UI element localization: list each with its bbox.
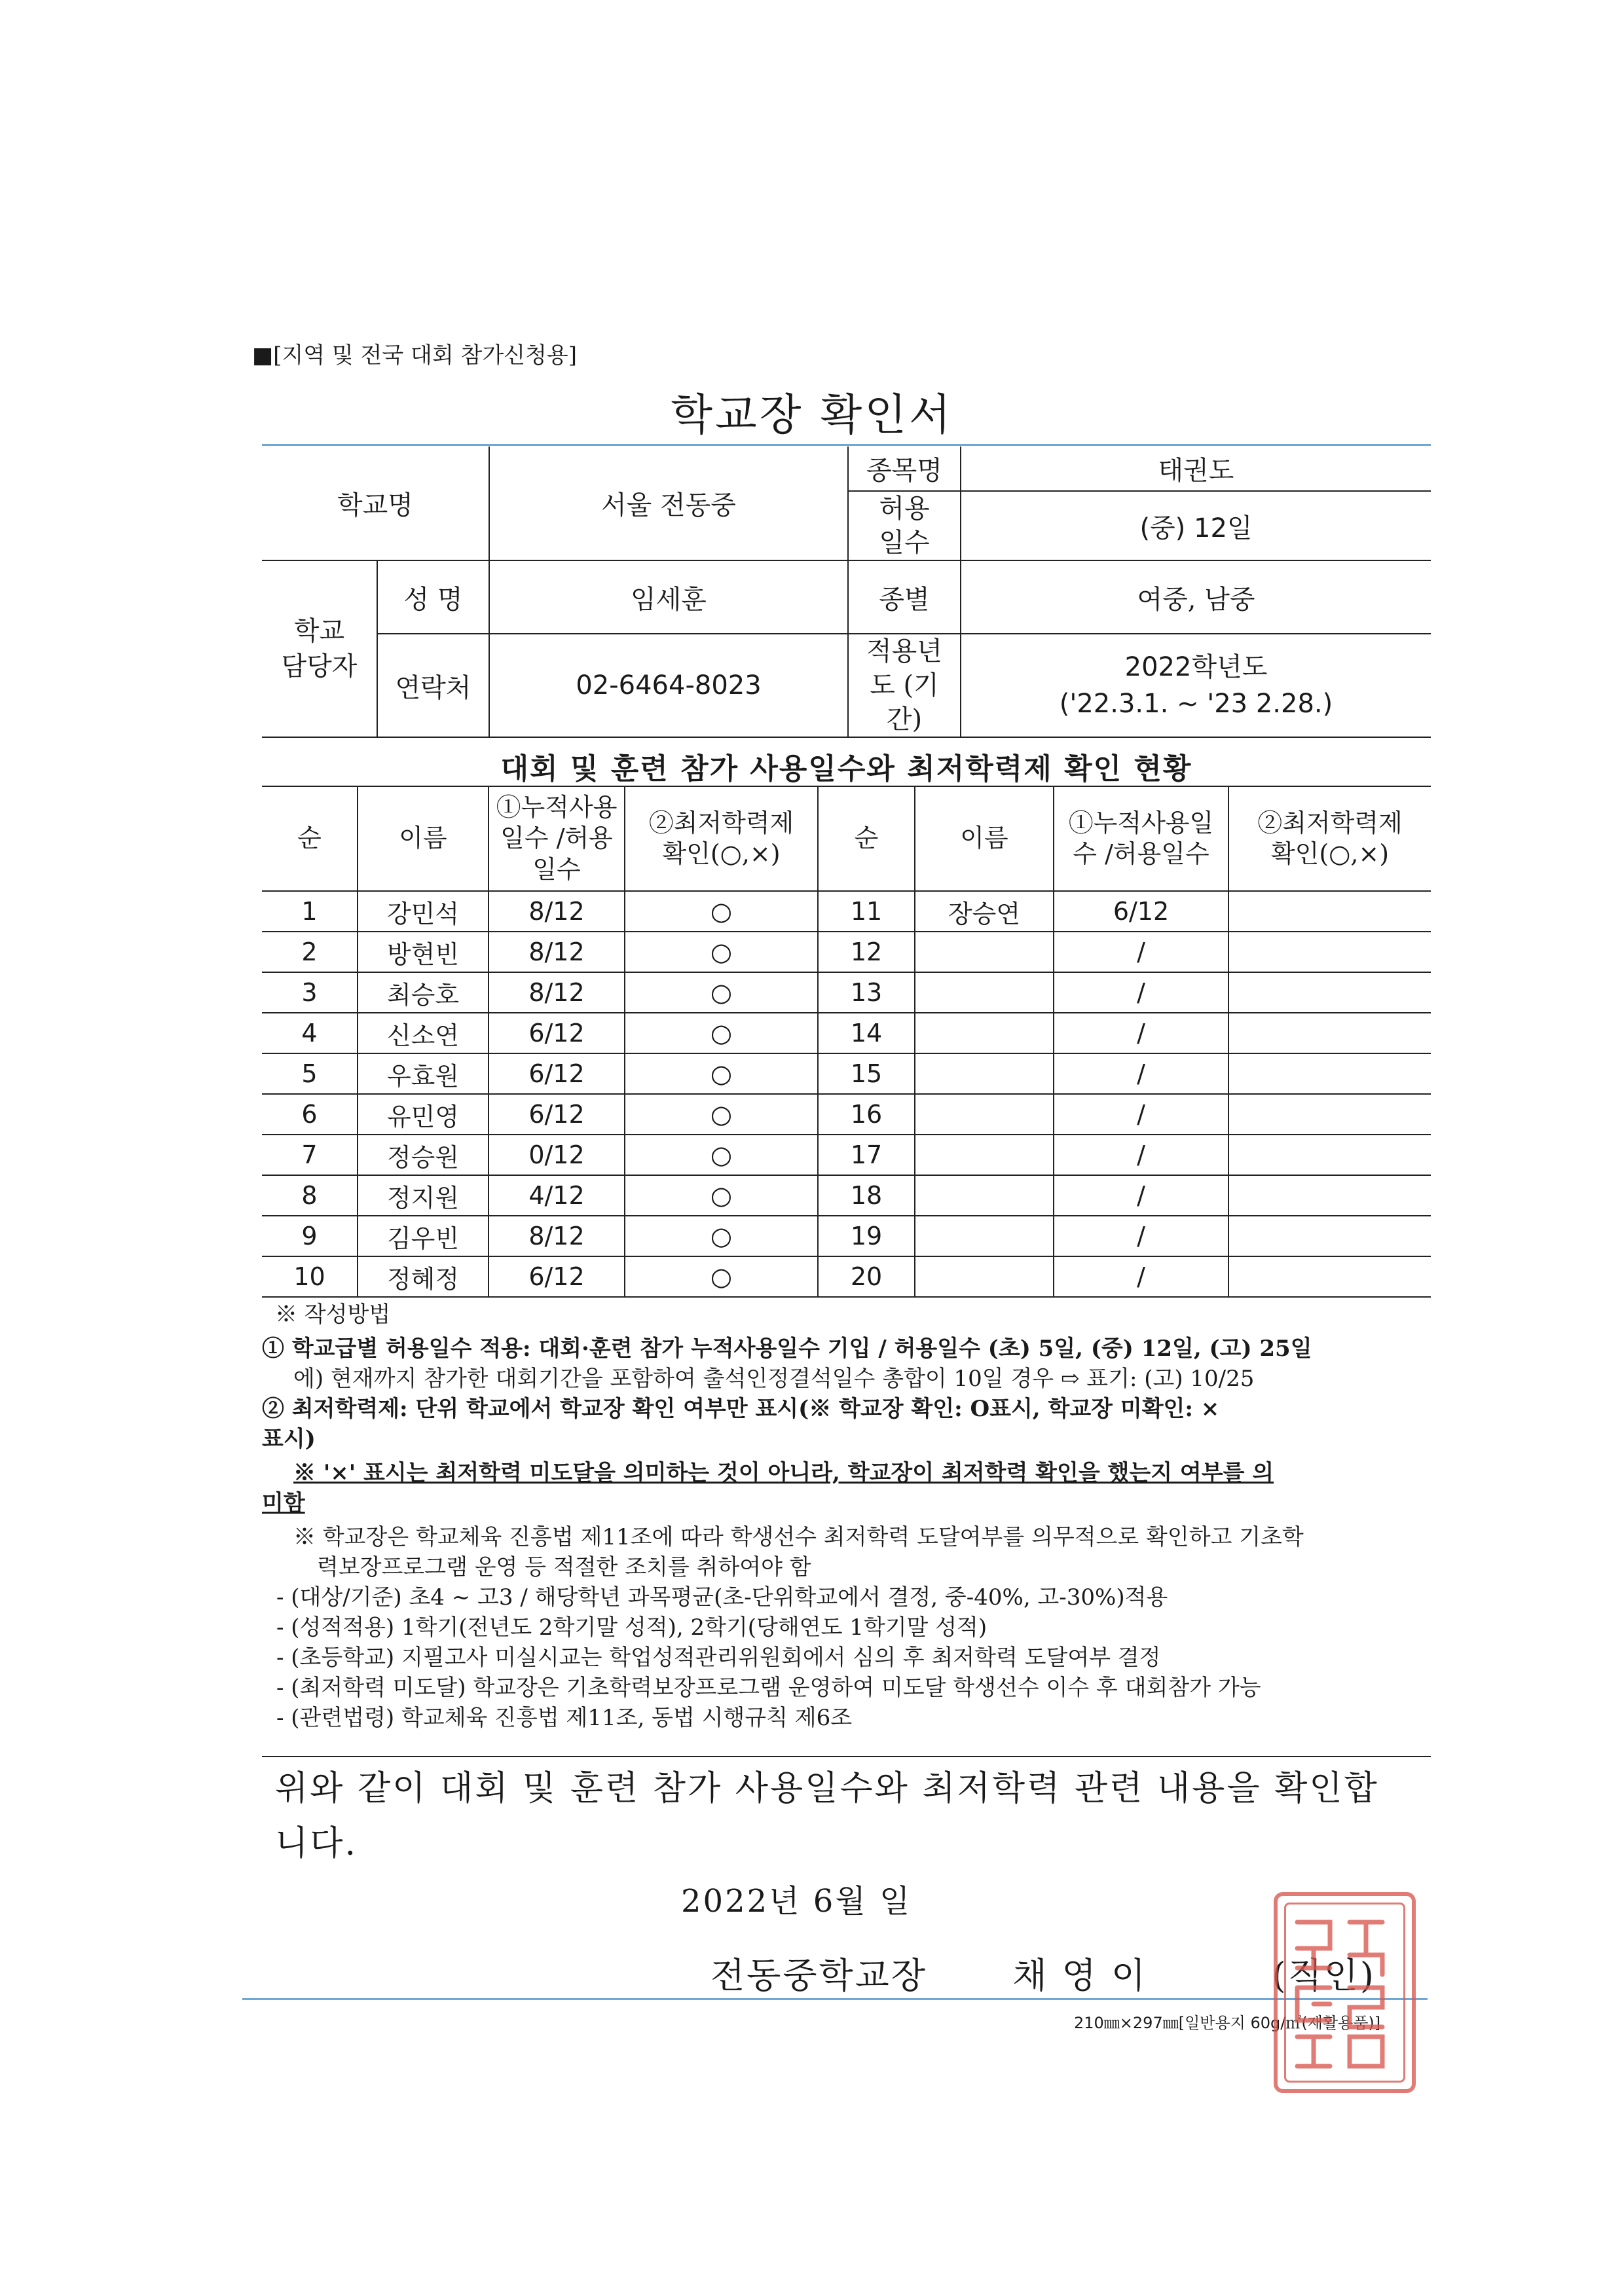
note-1-line-b: 에) 현재까지 참가한 대회기간을 포함하여 출석인정결석일수 총합이 10일 경우 ⇨ 표기: (고) 10/25 <box>293 1366 1255 1392</box>
row-no: 10 <box>262 1256 358 1297</box>
row-name-right <box>915 932 1054 972</box>
seal-label: (직인) <box>1272 1955 1376 1996</box>
note-2-line-a: ② 최저학력제: 단위 학교에서 학교장 확인 여부만 표시(※ 학교장 확인: O표시, 학교장 미확인: × <box>262 1396 1220 1422</box>
row-check: ○ <box>625 1256 818 1297</box>
row-days-right: / <box>1054 1256 1228 1297</box>
header-days-right: ①누적사용일수 /허용일수 <box>1054 786 1228 891</box>
allowed-days-label: 허용일수 <box>848 491 961 560</box>
row-check: ○ <box>625 1013 818 1053</box>
row-days-right: 6/12 <box>1054 891 1228 932</box>
confirmation-statement <box>275 1761 1428 1871</box>
note-4-line-a: ※ 학교장은 학교체육 진흥법 제11조에 따라 학생선수 최저학력 도달여부를 의무적으로 확인하고 기초학 <box>293 1524 1304 1550</box>
row-days-right: / <box>1054 1094 1228 1135</box>
table-row <box>262 1135 1431 1175</box>
row-check-right <box>1228 972 1431 1013</box>
signer-name: 채 영 이 <box>1012 1955 1148 1996</box>
row-days: 8/12 <box>489 891 625 932</box>
row-check-right <box>1228 1256 1431 1297</box>
roster-table <box>262 786 1431 1298</box>
row-name: 정승원 <box>358 1135 489 1175</box>
notes-divider <box>262 1756 1431 1757</box>
table-row <box>262 1013 1431 1053</box>
row-name-right <box>915 1053 1054 1094</box>
notes-heading: ※ 작성방법 <box>275 1302 391 1328</box>
info-table <box>262 446 1431 738</box>
row-check-right <box>1228 891 1431 932</box>
row-days-right: / <box>1054 1175 1228 1216</box>
table-row <box>262 1216 1431 1256</box>
period-value <box>961 634 1431 737</box>
row-check-right <box>1228 1175 1431 1216</box>
row-no: 7 <box>262 1135 358 1175</box>
row-check: ○ <box>625 1053 818 1094</box>
row-name: 우효원 <box>358 1053 489 1094</box>
header-days: ①누적사용일수 /허용일수 <box>489 786 625 891</box>
row-name-right <box>915 1135 1054 1175</box>
row-no: 3 <box>262 972 358 1013</box>
row-name-right <box>915 1216 1054 1256</box>
row-name: 정지원 <box>358 1175 489 1216</box>
row-no-right: 15 <box>818 1053 915 1094</box>
header-name: 이름 <box>358 786 489 891</box>
row-name-right <box>915 972 1054 1013</box>
row-no-right: 12 <box>818 932 915 972</box>
row-check: ○ <box>625 1094 818 1135</box>
detail-not-reached: - (최저학력 미도달) 학교장은 기초학력보장프로그램 운영하여 미도달 학생선수 이수 후 대회참가 가능 <box>276 1675 1261 1701</box>
header-name-right: 이름 <box>915 786 1054 891</box>
row-name: 방현빈 <box>358 932 489 972</box>
row-no: 9 <box>262 1216 358 1256</box>
period-label: 적용년도 (기간) <box>848 634 961 737</box>
row-no: 6 <box>262 1094 358 1135</box>
name-value: 임세훈 <box>489 560 848 634</box>
title-divider <box>262 444 1431 446</box>
row-no: 4 <box>262 1013 358 1053</box>
row-no-right: 19 <box>818 1216 915 1256</box>
school-label: 학교명 <box>262 446 489 560</box>
row-no: 8 <box>262 1175 358 1216</box>
table-row <box>262 891 1431 932</box>
header-check-right: ②최저학력제 확인(○,×) <box>1228 786 1431 891</box>
row-no: 5 <box>262 1053 358 1094</box>
table-row <box>262 932 1431 972</box>
row-days-right: / <box>1054 1216 1228 1256</box>
issue-date: 2022년 6월 일 <box>681 1883 912 1920</box>
row-days-right: / <box>1054 1013 1228 1053</box>
note-3-line-a: ※ '×' 표시는 최저학력 미도달을 의미하는 것이 아니라, 학교장이 최저학력 확인을 했는지 여부를 의 <box>293 1460 1274 1486</box>
row-check: ○ <box>625 932 818 972</box>
row-check-right <box>1228 932 1431 972</box>
note-2-line-b: 표시) <box>262 1426 316 1452</box>
row-check: ○ <box>625 1135 818 1175</box>
header-check: ②최저학력제 확인(○,×) <box>625 786 818 891</box>
note-1-line-a: ① 학교급별 허용일수 적용: 대회·훈련 참가 누적사용일수 기입 / 허용일수 (초) 5일, (중) 12일, (고) 25일 <box>262 1336 1312 1362</box>
row-name-right <box>915 1175 1054 1216</box>
row-name: 김우빈 <box>358 1216 489 1256</box>
table-row <box>262 1053 1431 1094</box>
row-name: 유민영 <box>358 1094 489 1135</box>
row-days: 8/12 <box>489 932 625 972</box>
row-no: 2 <box>262 932 358 972</box>
note-3-line-b: 미함 <box>262 1490 305 1516</box>
row-days: 6/12 <box>489 1053 625 1094</box>
row-name: 정혜정 <box>358 1256 489 1297</box>
row-check-right <box>1228 1135 1431 1175</box>
official-seal <box>1274 1892 1416 2093</box>
detail-grade-period: - (성적적용) 1학기(전년도 2학기말 성적), 2학기(당해연도 1학기말 성적) <box>276 1614 987 1641</box>
row-name-right <box>915 1256 1054 1297</box>
row-days: 4/12 <box>489 1175 625 1216</box>
row-name: 신소연 <box>358 1013 489 1053</box>
row-days-right: / <box>1054 1135 1228 1175</box>
row-days: 6/12 <box>489 1256 625 1297</box>
row-name: 최승호 <box>358 972 489 1013</box>
sport-label: 종목명 <box>848 446 961 491</box>
header-no-right: 순 <box>818 786 915 891</box>
row-days: 6/12 <box>489 1094 625 1135</box>
row-name-right <box>915 1094 1054 1135</box>
allowed-days-value: (중) 12일 <box>961 491 1431 560</box>
row-days: 8/12 <box>489 972 625 1013</box>
row-check: ○ <box>625 1175 818 1216</box>
row-no-right: 18 <box>818 1175 915 1216</box>
confirmation-line-1: 위와 같이 대회 및 훈련 참가 사용일수와 최저학력 관련 내용을 확인합 <box>275 1769 1379 1808</box>
row-no-right: 20 <box>818 1256 915 1297</box>
table-row <box>262 1094 1431 1135</box>
row-check: ○ <box>625 1216 818 1256</box>
section-title: 대회 및 훈련 참가 사용일수와 최저학력제 확인 현황 <box>500 752 1192 786</box>
contact-label: 연락처 <box>377 634 489 737</box>
detail-related-law: - (관련법령) 학교체육 진흥법 제11조, 동법 시행규칙 제6조 <box>276 1705 853 1731</box>
row-days-right: / <box>1054 972 1228 1013</box>
row-no: 1 <box>262 891 358 932</box>
confirmation-line-2: 니다. <box>275 1824 358 1863</box>
bottom-rule <box>242 1998 1428 2000</box>
signer-title: 전동중학교장 <box>710 1955 927 1996</box>
row-check: ○ <box>625 891 818 932</box>
document-title: 학교장 확인서 <box>671 390 953 440</box>
row-check-right <box>1228 1094 1431 1135</box>
row-check: ○ <box>625 972 818 1013</box>
category-label: 종별 <box>848 560 961 634</box>
header-no: 순 <box>262 786 358 891</box>
table-row <box>262 1175 1431 1216</box>
row-days: 6/12 <box>489 1013 625 1053</box>
roster-header-row <box>262 786 1431 891</box>
note-4-line-b: 력보장프로그램 운영 등 적절한 조치를 취하여야 함 <box>317 1554 811 1580</box>
school-value: 서울 전동중 <box>489 446 848 560</box>
row-name-right <box>915 1013 1054 1053</box>
notes-section <box>262 1300 1441 1733</box>
paper-spec-note: 210㎜×297㎜[일반용지 60g/㎡(재활용품)] <box>1074 2014 1381 2032</box>
row-no-right: 14 <box>818 1013 915 1053</box>
row-check-right <box>1228 1216 1431 1256</box>
table-row <box>262 972 1431 1013</box>
category-value: 여중, 남중 <box>961 560 1431 634</box>
seal-glyphs-icon <box>1278 1896 1404 2081</box>
row-name-right: 장승연 <box>915 891 1054 932</box>
detail-target: - (대상/기준) 초4 ~ 고3 / 해당학년 과목평균(초-단위학교에서 결정, 중-40%, 고-30%)적용 <box>276 1584 1168 1611</box>
row-name: 강민석 <box>358 891 489 932</box>
row-days: 0/12 <box>489 1135 625 1175</box>
contact-value: 02-6464-8023 <box>489 634 848 737</box>
period-range: ('22.3.1. ~ '23 2.28.) <box>1059 689 1333 719</box>
row-no-right: 13 <box>818 972 915 1013</box>
row-days: 8/12 <box>489 1216 625 1256</box>
period-year: 2022학년도 <box>1124 652 1268 682</box>
manager-label: 학교 담당자 <box>262 560 377 737</box>
table-row <box>262 1256 1431 1297</box>
detail-elementary: - (초등학교) 지필고사 미실시교는 학업성적관리위원회에서 심의 후 최저학력 도달여부 결정 <box>276 1645 1161 1671</box>
row-no-right: 16 <box>818 1094 915 1135</box>
sport-value: 태권도 <box>961 446 1431 491</box>
form-tag: ■[지역 및 전국 대회 참가신청용] <box>252 342 578 369</box>
name-label: 성 명 <box>377 560 489 634</box>
row-no-right: 17 <box>818 1135 915 1175</box>
row-check-right <box>1228 1013 1431 1053</box>
row-check-right <box>1228 1053 1431 1094</box>
row-days-right: / <box>1054 932 1228 972</box>
row-no-right: 11 <box>818 891 915 932</box>
row-days-right: / <box>1054 1053 1228 1094</box>
